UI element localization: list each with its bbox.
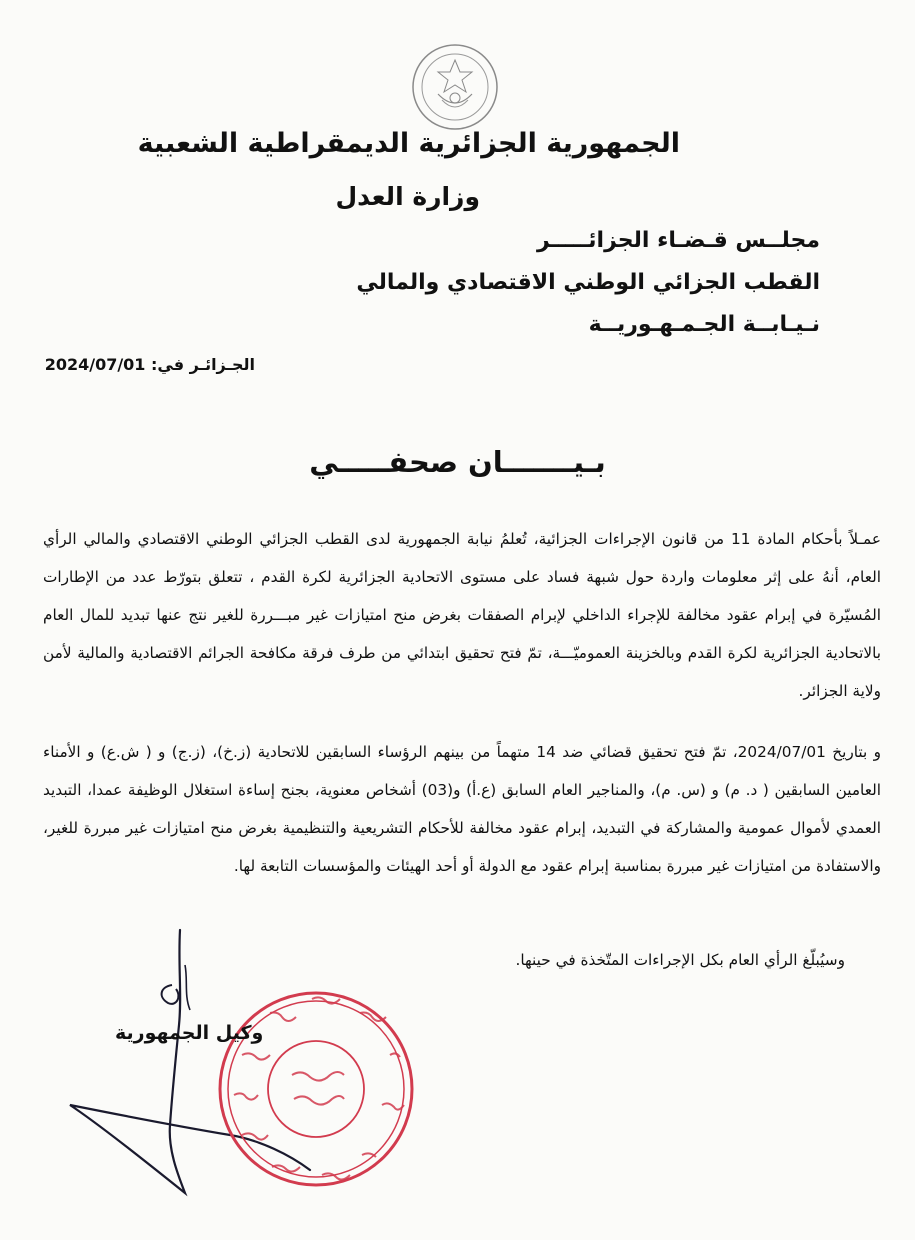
signer-title: وكيل الجمهورية [115, 1022, 264, 1044]
body-paragraph-1: عمـلاً بأحكام المادة 11 من قانون الإجراءات الجزائية، تُعلمُ نيابة الجمهورية لدى القطب الجزائي الوطني الاقتصادي والمالي الرأي العام، أنهُ على إثر معلومات واردة حول شبهة فساد على مستوى الاتحادية الجزائرية لكرة القدم ، تتعلق بتورّط عدد من الإطارات المُسيّرة في إبرام عقود مخالفة للإجراء الداخلي لإبرام الصفقات بغرض منح امتيازات غير مبـــررة للغير نتج عنها تبديد للمال العام بالاتحادية الجزائرية لكرة القدم وبالخزينة العموميّـــة، تمّ فتح تحقيق ابتدائي من طرف فرقة مكافحة الجرائم الاقتصادية والمالية لأمن ولاية الجزائر. [43, 530, 881, 700]
date-line: الجـزائـر في: 2024/07/01 [44, 355, 255, 374]
body-paragraph-2: و بتاريخ 2024/07/01، تمّ فتح تحقيق قضائي ضد 14 متهماً من بينهم الرؤساء السابقين للاتحادية (ز.خ)، (ز.ج) و ( ش.ع) و الأمناء العامين السابقين ( د. م) و (س. م)، والمناجير العام السابق (ع.أ) و(03) أشخاص معنوية، بجنح إساءة استغلال الوظيفة عمدا، التبديد العمدي لأموال عمومية والمشاركة في التبديد، إبرام عقود مخالفة للأحكام التشريعية والتنظيمية بغرض منح امتيازات غير مبررة للغير، والاستفادة من امتيازات غير مبررة بمناسبة إبرام عقود مع الدولة أو أحد الهيئات والمؤسسات التابعة لها. [43, 743, 881, 875]
economic-pole-heading: القطب الجزائي الوطني الاقتصادي والمالي [356, 270, 820, 295]
republic-heading: الجمهورية الجزائرية الديمقراطية الشعبية [137, 128, 680, 159]
prosecution-heading: نـيـابــة الجـمـهـوريــة [588, 312, 820, 337]
body-paragraph-3: وسيُبلّغ الرأي العام بكل الإجراءات المتّخذة في حينها. [515, 951, 845, 969]
emblem-seal-icon [410, 42, 500, 132]
court-council-heading: مجلــس قـضـاء الجزائـــــر [537, 228, 820, 253]
statement-title: بـيـــــــان صحفـــــي [309, 445, 606, 479]
official-round-stamp [212, 985, 420, 1193]
ministry-heading: وزارة العدل [335, 182, 480, 211]
